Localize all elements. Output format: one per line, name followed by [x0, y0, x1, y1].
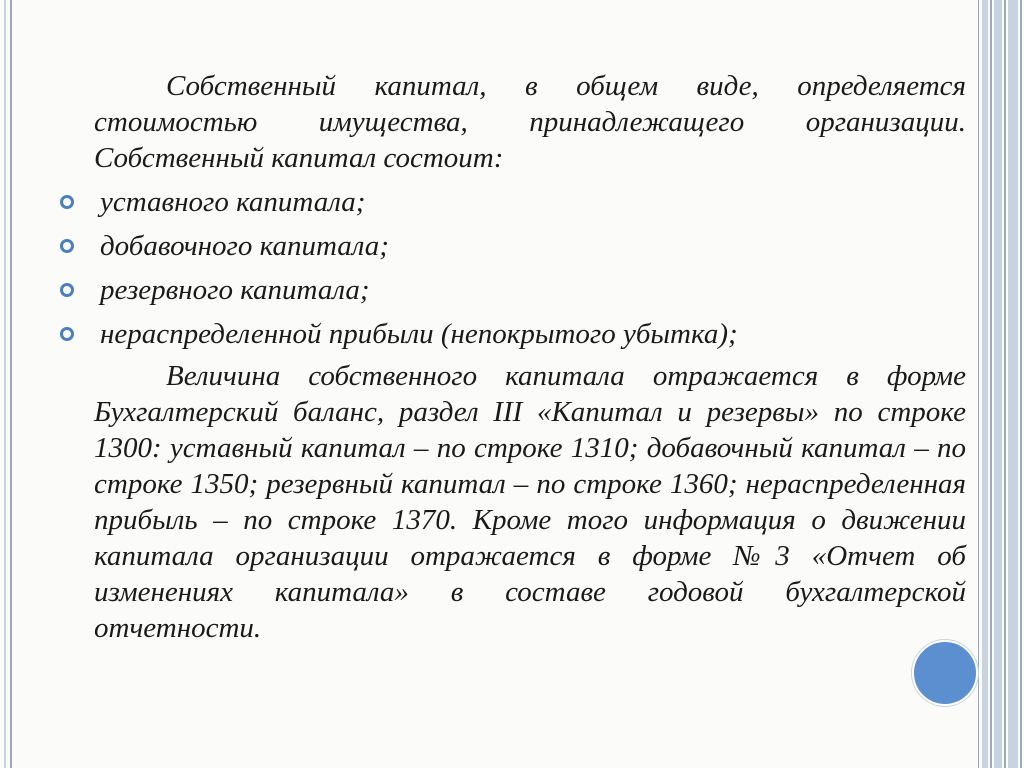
body-paragraph: Величина собственного капитала отражается в форме Бухгалтерский баланс, раздел III «Капитал и резервы» по строке 1300: уставный капитал – по строке 1310; добавочный капитал – по строке 1350; резервный капитал – по строке 1360; нераспределенная прибыль – по строке 1370. Кроме того информация о движении капитала организации отражается в форме №3 «Отчет об изменениях капитала» в составе годовой бухгалтерской отчетности. — [94, 360, 966, 644]
list-item — [56, 312, 966, 356]
frame-right-line-4 — [994, 0, 1002, 768]
frame-right-line-6 — [1008, 0, 1018, 768]
bullet-text: добавочного капитала; — [100, 230, 389, 262]
bullet-text: нераспределенной прибыли (непокрытого убытка); — [100, 318, 738, 350]
frame-right-line-2 — [982, 0, 988, 768]
bullet-ring-icon — [60, 283, 74, 297]
bullet-text: уставного капитала; — [100, 186, 366, 218]
frame-right-line-3 — [990, 0, 992, 768]
bullet-list — [56, 180, 966, 356]
bullet-ring-icon — [60, 239, 74, 253]
list-item — [56, 224, 966, 268]
bullet-ring-icon — [60, 327, 74, 341]
list-item — [56, 268, 966, 312]
slide-text — [56, 68, 966, 646]
frame-right-line-7 — [1020, 0, 1022, 768]
frame-left-line-2 — [10, 0, 12, 768]
intro-paragraph: Собственный капитал, в общем виде, определяется стоимостью имущества, принадлежащего организации. Собственный капитал состоит: — [94, 70, 966, 174]
frame-left-line-1 — [4, 0, 6, 768]
frame-right-line-5 — [1004, 0, 1006, 768]
frame-right-line-1 — [978, 0, 979, 768]
list-item — [56, 180, 966, 224]
bullet-text: резервного капитала; — [100, 274, 370, 306]
decorative-circle — [912, 640, 978, 706]
bullet-ring-icon — [60, 195, 74, 209]
